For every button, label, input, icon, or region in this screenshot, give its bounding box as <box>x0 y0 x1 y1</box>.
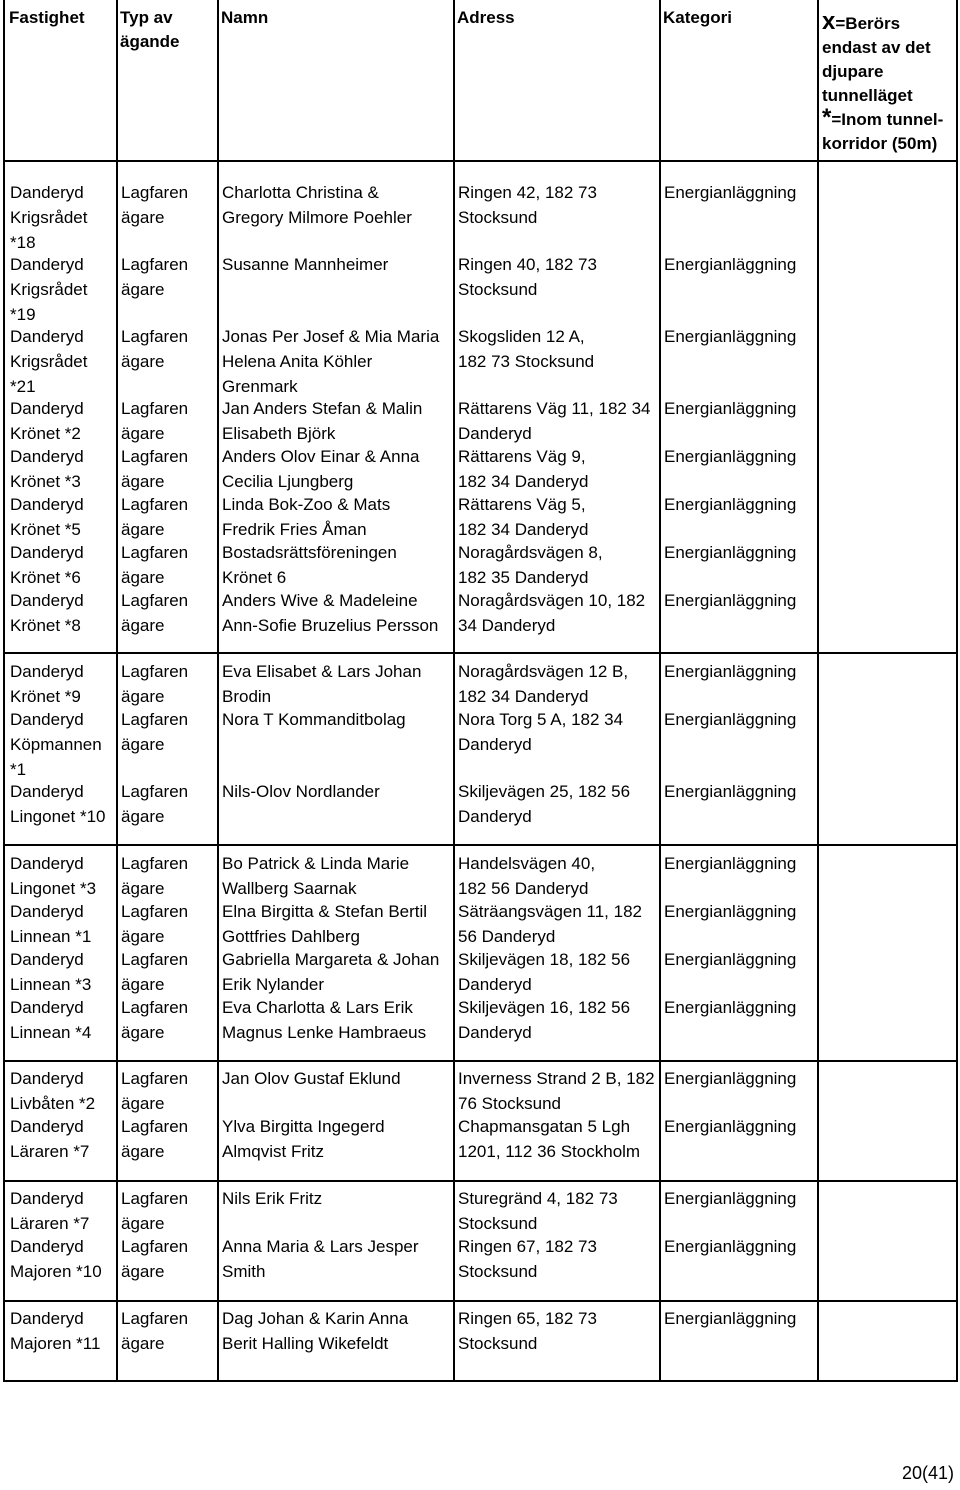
cell-typ: Lagfaren ägare <box>121 950 189 994</box>
header-fastighet: Fastighet <box>9 8 85 27</box>
cell-namn: Ylva Birgitta Ingegerd Almqvist Fritz <box>222 1117 385 1161</box>
cell-fastighet: Danderyd Lingonet *3 <box>10 854 97 898</box>
cell-adress: Säträangsvägen 11, 182 56 Danderyd <box>458 902 642 946</box>
cell-adress: Handelsvägen 40, 182 56 Danderyd <box>458 854 596 898</box>
cell-adress: Noragårdsvägen 12 B, 182 34 Danderyd <box>458 662 629 706</box>
group-divider <box>5 844 956 846</box>
cell-namn: Linda Bok-Zoo & Mats Fredrik Fries Åman <box>222 495 391 539</box>
cell-typ: Lagfaren ägare <box>121 782 189 826</box>
cell-kategori: Energianläggning <box>664 950 797 969</box>
cell-kategori: Energianläggning <box>664 998 797 1017</box>
header-typ-av-agande: Typ av ägande <box>120 8 180 51</box>
cell-namn: Charlotta Christina & Gregory Milmore Poehler <box>222 183 412 227</box>
cell-fastighet: Danderyd Krönet *3 <box>10 447 84 491</box>
group-divider <box>5 1180 956 1182</box>
cell-typ: Lagfaren ägare <box>121 255 189 299</box>
cell-typ: Lagfaren ägare <box>121 902 189 946</box>
cell-namn: Nora T Kommanditbolag <box>222 710 406 729</box>
cell-typ: Lagfaren ägare <box>121 1309 189 1353</box>
cell-kategori: Energianläggning <box>664 495 797 514</box>
cell-adress: Inverness Strand 2 B, 182 76 Stocksund <box>458 1069 655 1113</box>
cell-typ: Lagfaren ägare <box>121 998 189 1042</box>
cell-typ: Lagfaren ägare <box>121 447 189 491</box>
cell-namn: Nils-Olov Nordlander <box>222 782 380 801</box>
cell-adress: Noragårdsvägen 10, 182 34 Danderyd <box>458 591 646 635</box>
cell-kategori: Energianläggning <box>664 902 797 921</box>
cell-adress: Rättarens Väg 5, 182 34 Danderyd <box>458 495 589 539</box>
cell-kategori: Energianläggning <box>664 591 797 610</box>
cell-fastighet: Danderyd Majoren *10 <box>10 1237 102 1281</box>
cell-namn: Anders Olov Einar & Anna Cecilia Ljungberg <box>222 447 420 491</box>
cell-kategori: Energianläggning <box>664 710 797 729</box>
cell-namn: Jan Olov Gustaf Eklund <box>222 1069 401 1088</box>
cell-kategori: Energianläggning <box>664 447 797 466</box>
cell-fastighet: Danderyd Läraren *7 <box>10 1117 90 1161</box>
cell-fastighet: Danderyd Krigsrådet *19 <box>10 255 88 324</box>
cell-kategori: Energianläggning <box>664 543 797 562</box>
cell-kategori: Energianläggning <box>664 399 797 418</box>
cell-fastighet: Danderyd Linnean *4 <box>10 998 92 1042</box>
cell-adress: Skiljevägen 18, 182 56 Danderyd <box>458 950 631 994</box>
cell-fastighet: Danderyd Läraren *7 <box>10 1189 90 1233</box>
group-divider <box>5 1060 956 1062</box>
cell-namn: Eva Charlotta & Lars Erik Magnus Lenke Hambraeus <box>222 998 427 1042</box>
cell-adress: Rättarens Väg 11, 182 34 Danderyd <box>458 399 651 443</box>
cell-namn: Anders Wive & Madeleine Ann-Sofie Bruzelius Persson <box>222 591 439 635</box>
cell-adress: Chapmansgatan 5 Lgh 1201, 112 36 Stockholm <box>458 1117 641 1161</box>
cell-kategori: Energianläggning <box>664 1069 797 1088</box>
cell-fastighet: Danderyd Linnean *1 <box>10 902 92 946</box>
cell-adress: Skiljevägen 25, 182 56 Danderyd <box>458 782 631 826</box>
cell-namn: Dag Johan & Karin Anna Berit Halling Wikefeldt <box>222 1309 409 1353</box>
cell-namn: Susanne Mannheimer <box>222 255 389 274</box>
cell-namn: Jan Anders Stefan & Malin Elisabeth Björk <box>222 399 423 443</box>
cell-typ: Lagfaren ägare <box>121 183 189 227</box>
cell-typ: Lagfaren ägare <box>121 591 189 635</box>
cell-fastighet: Danderyd Majoren *11 <box>10 1309 101 1353</box>
group-divider <box>5 652 956 654</box>
cell-namn: Anna Maria & Lars Jesper Smith <box>222 1237 419 1281</box>
cell-fastighet: Danderyd Krigsrådet *18 <box>10 183 88 252</box>
cell-typ: Lagfaren ägare <box>121 854 189 898</box>
cell-kategori: Energianläggning <box>664 662 797 681</box>
cell-namn: Gabriella Margareta & Johan Erik Nylander <box>222 950 440 994</box>
legend-star-text: =Inom tunnel-korridor (50m) <box>822 110 944 153</box>
group-divider <box>5 1300 956 1302</box>
cell-fastighet: Danderyd Krönet *9 <box>10 662 84 706</box>
legend-x-marker: x <box>822 8 836 35</box>
cell-fastighet: Danderyd Krönet *5 <box>10 495 84 539</box>
cell-adress: Sturegränd 4, 182 73 Stocksund <box>458 1189 618 1233</box>
header-namn: Namn <box>221 8 269 27</box>
cell-adress: Skogsliden 12 A, 182 73 Stocksund <box>458 327 595 371</box>
legend-x-text: =Berörs endast av det djupare tunnelläget <box>822 14 931 105</box>
cell-fastighet: Danderyd Köpmannen *1 <box>10 710 102 779</box>
cell-adress: Skiljevägen 16, 182 56 Danderyd <box>458 998 631 1042</box>
cell-typ: Lagfaren ägare <box>121 399 189 443</box>
header-kategori: Kategori <box>663 8 732 27</box>
cell-kategori: Energianläggning <box>664 854 797 873</box>
cell-fastighet: Danderyd Krigsrådet *21 <box>10 327 88 396</box>
header-adress: Adress <box>457 8 515 27</box>
cell-typ: Lagfaren ägare <box>121 1237 189 1281</box>
cell-fastighet: Danderyd Linnean *3 <box>10 950 92 994</box>
cell-adress: Ringen 65, 182 73 Stocksund <box>458 1309 597 1353</box>
cell-kategori: Energianläggning <box>664 1309 797 1328</box>
cell-adress: Noragårdsvägen 8, 182 35 Danderyd <box>458 543 603 587</box>
cell-typ: Lagfaren ägare <box>121 710 189 754</box>
page-number: 20(41) <box>901 1463 954 1483</box>
cell-namn: Elna Birgitta & Stefan Bertil Gottfries Dahlberg <box>222 902 428 946</box>
cell-fastighet: Danderyd Krönet *6 <box>10 543 84 587</box>
property-table <box>3 0 958 1382</box>
cell-adress: Ringen 67, 182 73 Stocksund <box>458 1237 597 1281</box>
cell-namn: Jonas Per Josef & Mia Maria Helena Anita Köhler Grenmark <box>222 327 440 396</box>
cell-typ: Lagfaren ägare <box>121 1069 189 1113</box>
cell-kategori: Energianläggning <box>664 327 797 346</box>
cell-typ: Lagfaren ägare <box>121 495 189 539</box>
cell-fastighet: Danderyd Livbåten *2 <box>10 1069 96 1113</box>
cell-typ: Lagfaren ägare <box>121 543 189 587</box>
cell-kategori: Energianläggning <box>664 183 797 202</box>
cell-kategori: Energianläggning <box>664 255 797 274</box>
cell-kategori: Energianläggning <box>664 1189 797 1208</box>
cell-namn: Nils Erik Fritz <box>222 1189 323 1208</box>
legend-star-marker: * <box>822 104 832 131</box>
cell-fastighet: Danderyd Krönet *8 <box>10 591 84 635</box>
cell-typ: Lagfaren ägare <box>121 1117 189 1161</box>
cell-adress: Nora Torg 5 A, 182 34 Danderyd <box>458 710 624 754</box>
cell-kategori: Energianläggning <box>664 782 797 801</box>
cell-fastighet: Danderyd Lingonet *10 <box>10 782 106 826</box>
table-body <box>5 0 956 1380</box>
cell-kategori: Energianläggning <box>664 1117 797 1136</box>
cell-namn: Bo Patrick & Linda Marie Wallberg Saarnak <box>222 854 410 898</box>
cell-adress: Rättarens Väg 9, 182 34 Danderyd <box>458 447 589 491</box>
cell-namn: Eva Elisabet & Lars Johan Brodin <box>222 662 422 706</box>
cell-typ: Lagfaren ägare <box>121 327 189 371</box>
cell-typ: Lagfaren ägare <box>121 1189 189 1233</box>
cell-adress: Ringen 42, 182 73 Stocksund <box>458 183 597 227</box>
cell-adress: Ringen 40, 182 73 Stocksund <box>458 255 597 299</box>
cell-kategori: Energianläggning <box>664 1237 797 1256</box>
cell-fastighet: Danderyd Krönet *2 <box>10 399 84 443</box>
cell-namn: Bostadsrättsföreningen Krönet 6 <box>222 543 397 587</box>
cell-typ: Lagfaren ägare <box>121 662 189 706</box>
